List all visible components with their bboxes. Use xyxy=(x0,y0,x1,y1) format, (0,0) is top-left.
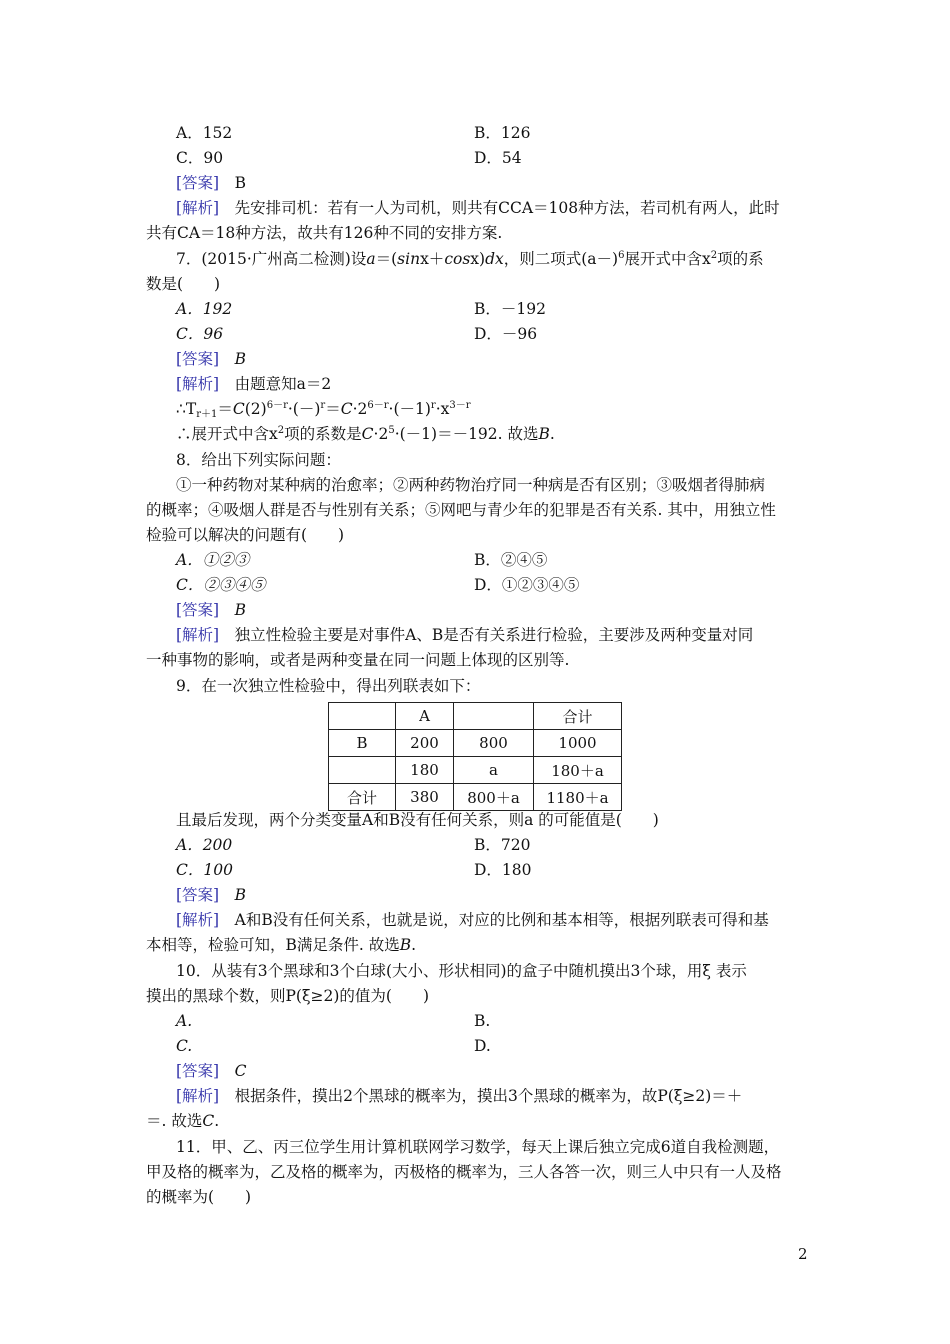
q8-analysis-line-2: 一种事物的影响，或者是两种变量在同一问题上体现的区别等. xyxy=(146,651,570,669)
formula-text: ∴展开式中含x xyxy=(176,425,278,443)
analysis-text: . xyxy=(411,936,417,954)
formula-text: ＝ xyxy=(325,400,341,418)
analysis-text: 根据条件，摸出2个黑球的概率为，摸出3个黑球的概率为，故P(ξ≥2)＝＋ xyxy=(234,1087,743,1105)
table-cell: a xyxy=(454,757,534,784)
q10-option-c: C. xyxy=(176,1037,193,1055)
q7-stem-text: 项的系 xyxy=(717,250,764,268)
q10-answer xyxy=(176,1061,247,1081)
analysis-choice: C xyxy=(202,1112,215,1130)
formula-text: ∴T xyxy=(176,400,197,418)
q9-option-d: D．180 xyxy=(474,861,532,879)
q7-var-a: a xyxy=(366,250,376,268)
q7-option-b: B．－192 xyxy=(474,300,546,318)
answer-tag: [答案] xyxy=(176,601,220,619)
answer-tag: [答案] xyxy=(176,174,220,192)
formula-text: ·2 xyxy=(373,425,389,443)
formula-superscript: r xyxy=(320,400,326,411)
answer-value: B xyxy=(234,601,247,619)
formula-choice: B xyxy=(538,425,550,443)
q7-stem-text: 展开式中含x xyxy=(624,250,711,268)
q10-option-d: D. xyxy=(474,1037,491,1055)
q9-answer xyxy=(176,885,246,905)
table-cell: 180＋a xyxy=(534,757,622,784)
formula-text: ＝ xyxy=(217,400,233,418)
q11-stem-line-1: 11．甲、乙、丙三位学生用计算机联网学习数学，每天上课后独立完成6道自我检测题， xyxy=(176,1138,780,1156)
table-cell: 380 xyxy=(396,784,454,811)
table-cell: 800＋a xyxy=(454,784,534,811)
q8-option-a: A．①②③ xyxy=(176,551,250,569)
q10-option-a: A. xyxy=(176,1012,193,1030)
analysis-text: 本相等，检验可知，B满足条件. 故选 xyxy=(146,936,400,954)
formula-text: (2) xyxy=(244,400,267,418)
answer-tag: [答案] xyxy=(176,886,220,904)
q7-general-term xyxy=(176,399,471,419)
formula-combination: C xyxy=(232,400,245,418)
q6-answer xyxy=(176,173,246,193)
contingency-table xyxy=(328,702,622,811)
formula-combination: C xyxy=(340,400,353,418)
q7-exponent: 2 xyxy=(710,250,718,261)
formula-text: . xyxy=(549,425,555,443)
table-row xyxy=(329,784,622,811)
q7-analysis-line-1 xyxy=(176,374,331,394)
q7-answer xyxy=(176,349,246,369)
table-cell: A xyxy=(396,703,454,730)
q7-stem-text: x＋ xyxy=(420,250,445,268)
q7-conclusion xyxy=(176,424,555,444)
q7-exponent: 6 xyxy=(618,250,625,261)
q6-option-b: B．126 xyxy=(474,124,531,142)
q7-stem-text: ，则二项式(a－) xyxy=(503,250,619,268)
table-cell: 200 xyxy=(396,730,454,757)
q8-stem-line-2: ①一种药物对某种病的治愈率；②两种药物治疗同一种病是否有区别；③吸烟者得肺病 xyxy=(176,476,766,494)
q9-option-c: C．100 xyxy=(176,861,233,879)
table-cell: 180 xyxy=(396,757,454,784)
table-row xyxy=(329,757,622,784)
table-cell xyxy=(329,757,396,784)
q8-stem-line-3: 的概率；④吸烟人群是否与性别有关系；⑤网吧与青少年的犯罪是否有关系. 其中，用独立性 xyxy=(146,501,776,519)
q9-analysis-line-2 xyxy=(146,935,416,955)
analysis-text: A和B没有任何关系，也就是说，对应的比例和基本相等，根据列联表可得和基 xyxy=(234,911,769,929)
q7-option-d: D．－96 xyxy=(474,325,538,343)
analysis-text: . xyxy=(214,1112,220,1130)
page-number: 2 xyxy=(798,1245,808,1263)
formula-subscript: r＋1 xyxy=(196,409,218,420)
analysis-tag: [解析] xyxy=(176,199,220,217)
table-cell: 1000 xyxy=(534,730,622,757)
q9-option-a: A．200 xyxy=(176,836,233,854)
analysis-tag: [解析] xyxy=(176,1087,220,1105)
answer-value: B xyxy=(234,174,247,192)
q7-stem-line-1 xyxy=(176,249,764,269)
table-cell: 800 xyxy=(454,730,534,757)
table-cell xyxy=(454,703,534,730)
analysis-tag: [解析] xyxy=(176,911,220,929)
table-cell: 合计 xyxy=(329,784,396,811)
table-cell: B xyxy=(329,730,396,757)
q6-analysis-line-1 xyxy=(176,198,780,218)
q7-cos: cos xyxy=(444,250,471,268)
q9-stem-line-1: 9．在一次独立性检验中，得出列联表如下： xyxy=(176,677,481,695)
analysis-tag: [解析] xyxy=(176,626,220,644)
q9-stem-line-2: 且最后发现，两个分类变量A和B没有任何关系，则a 的可能值是( ) xyxy=(176,811,659,829)
q9-option-b: B．720 xyxy=(474,836,531,854)
q10-analysis-line-1 xyxy=(176,1086,742,1106)
q10-option-b: B. xyxy=(474,1012,491,1030)
q7-option-a: A．192 xyxy=(176,300,233,318)
q10-analysis-line-2 xyxy=(146,1111,219,1131)
q8-option-d: D．①②③④⑤ xyxy=(474,576,580,594)
q8-option-c: C．②③④⑤ xyxy=(176,576,266,594)
answer-value: C xyxy=(234,1062,247,1080)
formula-text: ·(－) xyxy=(287,400,321,418)
formula-superscript: 6－r xyxy=(266,400,288,411)
q7-stem-text: ＝( xyxy=(375,250,398,268)
analysis-tag: [解析] xyxy=(176,375,220,393)
q11-stem-line-3: 的概率为( ) xyxy=(146,1188,252,1206)
analysis-text: 独立性检验主要是对事件A、B是否有关系进行检验，主要涉及两种变量对同 xyxy=(234,626,754,644)
q6-analysis-line-2: 共有CA＝18种方法，故共有126种不同的安排方案. xyxy=(146,224,503,242)
table-cell xyxy=(329,703,396,730)
table-cell: 合计 xyxy=(534,703,622,730)
formula-text: ·(－1)＝－192. 故选 xyxy=(394,425,539,443)
q6-option-d: D．54 xyxy=(474,149,522,167)
table-row xyxy=(329,730,622,757)
q7-option-c: C．96 xyxy=(176,325,224,343)
formula-text: ·x xyxy=(435,400,450,418)
formula-superscript: 2 xyxy=(277,425,285,436)
answer-value: B xyxy=(234,886,247,904)
analysis-text: ＝. 故选 xyxy=(146,1112,203,1130)
formula-superscript: 3－r xyxy=(449,400,471,411)
q7-dx: dx xyxy=(485,250,504,268)
analysis-choice: B xyxy=(399,936,412,954)
table-row xyxy=(329,703,622,730)
formula-superscript: r xyxy=(430,400,436,411)
q11-stem-line-2: 甲及格的概率为，乙及格的概率为，丙极格的概率为，三人各答一次，则三人中只有一人及格 xyxy=(146,1163,782,1181)
q8-analysis-line-1 xyxy=(176,625,753,645)
q7-stem-line-2: 数是( ) xyxy=(146,275,221,293)
q8-answer xyxy=(176,600,246,620)
analysis-text: 先安排司机：若有一人为司机，则共有CCA＝108种方法，若司机有两人，此时 xyxy=(234,199,780,217)
q8-stem-line-4: 检验可以解决的问题有( ) xyxy=(146,526,345,544)
q8-option-b: B．②④⑤ xyxy=(474,551,548,569)
q7-stem-text: 7．(2015·广州高二检测)设 xyxy=(176,250,367,268)
formula-text: ·2 xyxy=(352,400,368,418)
q9-analysis-line-1 xyxy=(176,910,769,930)
q6-option-a: A．152 xyxy=(176,124,233,142)
formula-superscript: 5 xyxy=(388,425,395,436)
formula-combination: C xyxy=(361,425,374,443)
analysis-text: 由题意知a＝2 xyxy=(234,375,332,393)
formula-text: ·(－1) xyxy=(388,400,431,418)
q7-sin: sin xyxy=(397,250,421,268)
answer-tag: [答案] xyxy=(176,350,220,368)
formula-superscript: 6－r xyxy=(367,400,389,411)
q7-stem-text: x) xyxy=(470,250,486,268)
q6-option-c: C．90 xyxy=(176,149,224,167)
q10-stem-line-1: 10．从装有3个黑球和3个白球(大小、形状相同)的盒子中随机摸出3个球，用ξ 表示 xyxy=(176,962,747,980)
q10-stem-line-2: 摸出的黑球个数，则P(ξ≥2)的值为( ) xyxy=(146,987,430,1005)
q8-stem-line-1: 8．给出下列实际问题： xyxy=(176,451,341,469)
formula-text: 项的系数是 xyxy=(284,425,362,443)
answer-value: B xyxy=(234,350,247,368)
answer-tag: [答案] xyxy=(176,1062,220,1080)
table-cell: 1180＋a xyxy=(534,784,622,811)
